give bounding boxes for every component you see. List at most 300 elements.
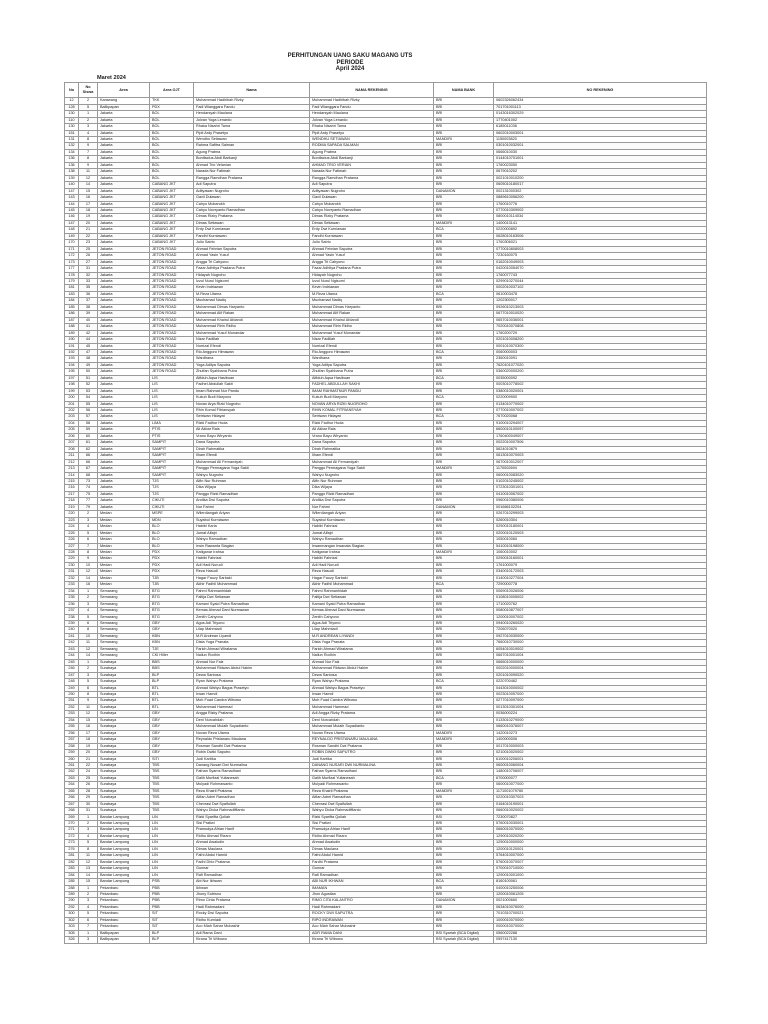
cell-no: 268 — [65, 808, 79, 814]
cell-no: 188 — [65, 324, 79, 330]
cell-nama-rekening: Fathan Syams Ramadhani — [310, 769, 434, 775]
cell-area: Jakarta — [98, 472, 150, 478]
cell-nama-bank: BRI — [434, 162, 494, 168]
cell-nama-rekening: Judi Kartika — [310, 756, 434, 762]
cell-no-siswa: 1 — [79, 659, 98, 665]
cell-no-siswa: 12 — [79, 859, 98, 865]
cell-no: 110 — [65, 117, 79, 123]
cell-no-rekening: 0210010020002 — [494, 750, 707, 756]
cell-nama: Muhammad Ririn Ridho — [194, 324, 310, 330]
cell-nama-rekening: Nurrizal Efendi — [310, 343, 434, 349]
cell-no: 224 — [65, 524, 79, 530]
cell-no-siswa: 3 — [79, 827, 98, 833]
cell-nama-rekening: Adi Angga Rizky Pratama — [310, 711, 434, 717]
cell-no-rekening: 6100010206001 — [494, 756, 707, 762]
cell-no-rekening: 6600010100097 — [494, 427, 707, 433]
header-nama: Nama — [194, 83, 310, 98]
cell-nama-rekening: Cahyo Mubarokh — [310, 201, 434, 207]
cell-nama: Dika Wijaya — [194, 485, 310, 491]
cell-area: Jakarta — [98, 440, 150, 446]
cell-no: 212 — [65, 459, 79, 465]
cell-no-rekening: 7290000778 — [494, 582, 707, 588]
cell-no: 228 — [65, 550, 79, 556]
cell-nama-rekening: Agus Adi Triyono — [310, 620, 434, 626]
cell-no: 213 — [65, 466, 79, 472]
cell-area-ojt: LIS — [150, 408, 194, 414]
cell-no-rekening: 0201010090020 — [494, 672, 707, 678]
cell-no-rekening: 1290010001000 — [494, 872, 707, 878]
cell-no-rekening: 0613010070003 — [494, 453, 707, 459]
cell-area: Jakarta — [98, 330, 150, 336]
cell-nama: Rangga Ramdhan Pratama — [194, 175, 310, 181]
cell-nama-bank: BRI — [434, 298, 494, 304]
cell-no-rekening: 002131000302 — [494, 188, 707, 194]
cell-nama-rekening: Faltija Dwi Setiawan — [310, 595, 434, 601]
cell-nama-rekening: Dista Yoga Pranata — [310, 640, 434, 646]
cell-nama-bank: BCA — [434, 349, 494, 355]
cell-nama-rekening: Muchamad Nadiq — [310, 298, 434, 304]
cell-area: Medan — [98, 556, 150, 562]
cell-no-rekening: 1200010007002 — [494, 614, 707, 620]
cell-no-rekening: 1760077743 — [494, 272, 707, 278]
cell-nama-bank: BRI — [434, 827, 494, 833]
cell-nama-rekening: WENDHU SETIAWAN — [310, 137, 434, 143]
cell-no-rekening: 1200010120001 — [494, 846, 707, 852]
cell-nama-bank: BRI — [434, 633, 494, 639]
cell-no: 170 — [65, 240, 79, 246]
cell-nama-bank: BRI — [434, 111, 494, 117]
header-no-siswa: No Siswa — [79, 83, 98, 98]
cell-nama-rekening: Reza Khairil Pratama — [310, 788, 434, 794]
cell-nama: Yoga Aditya Saputra — [194, 362, 310, 368]
cell-nama: Rosman Sandhi Dwi Pratama — [194, 743, 310, 749]
cell-nama-rekening: Fadi Wianggara Fandu — [310, 104, 434, 110]
cell-nama-rekening: Nizar Fadillah — [310, 337, 434, 343]
cell-no-siswa: 1 — [79, 588, 98, 594]
cell-area: Medan — [98, 575, 150, 581]
cell-no-rekening: 0220700462 — [494, 679, 707, 685]
cell-no-rekening: 6185011036 — [494, 124, 707, 130]
cell-nama-rekening: Ahmad Wahyu Bagus Prasetyo — [310, 685, 434, 691]
cell-nama: Fathan Syams Ramadhani — [194, 769, 310, 775]
cell-nama-bank: BRI — [434, 924, 494, 930]
cell-no-rekening: 1710020762 — [494, 601, 707, 607]
cell-no-rekening: 0667010001004 — [494, 653, 707, 659]
cell-no-siswa: 57 — [79, 414, 98, 420]
cell-area-ojt: TJB — [150, 582, 194, 588]
cell-area-ojt: JETON ROAD — [150, 356, 194, 362]
cell-nama-bank: BRI — [434, 588, 494, 594]
cell-no: 256 — [65, 730, 79, 736]
cell-no-rekening: 6054010019002 — [494, 646, 707, 652]
cell-nama: Setriwan Hidayat — [194, 414, 310, 420]
cell-area-ojt: BLO — [150, 537, 194, 543]
cell-nama-rekening: Dika Wijaya — [310, 485, 434, 491]
cell-no-siswa: 55 — [79, 401, 98, 407]
cell-nama-bank: BRI — [434, 169, 494, 175]
cell-nama-bank: BRI — [434, 195, 494, 201]
cell-nama: Jumat Alfajri — [194, 530, 310, 536]
cell-nama-rekening: Muhammad Mulaih Suyadianto — [310, 724, 434, 730]
cell-nama-bank: DANAMON — [434, 504, 494, 510]
cell-no: 262 — [65, 769, 79, 775]
cell-nama-rekening: M.R ANDREAN LIYANDI — [310, 633, 434, 639]
cell-area: Jakarta — [98, 111, 150, 117]
cell-nama: Habibi Karia — [194, 524, 310, 530]
cell-nama: Wahyu Ramadhan — [194, 537, 310, 543]
cell-nama-rekening: FADHEL ABDULLAH SAKHI — [310, 382, 434, 388]
cell-area-ojt: GBY — [150, 724, 194, 730]
cell-no-siswa: 2 — [79, 821, 98, 827]
cell-area-ojt: BTL — [150, 704, 194, 710]
cell-no-rekening: 0002010000004 — [494, 666, 707, 672]
cell-nama-rekening: Kevin Indriawan — [310, 285, 434, 291]
cell-area: Surabaya — [98, 808, 150, 814]
cell-area: Jakarta — [98, 362, 150, 368]
cell-no-rekening: 0602326062434 — [494, 98, 707, 104]
cell-nama-rekening: Angga Tri Cahyono — [310, 259, 434, 265]
cell-no-rekening: 1420010273 — [494, 730, 707, 736]
cell-nama: Novan Reza Utama — [194, 730, 310, 736]
cell-nama-rekening: Akhir Fadhil Muhammad — [310, 582, 434, 588]
cell-area-ojt: PBB — [150, 904, 194, 910]
cell-nama-rekening: Rhaka Nisahri Tama — [310, 124, 434, 130]
cell-no-siswa: 12 — [79, 175, 98, 181]
document-page — [64, 53, 706, 944]
cell-no-rekening: 9100010294007 — [494, 420, 707, 426]
cell-no: 147 — [65, 188, 79, 194]
cell-area: Bandar Lampung — [98, 879, 150, 885]
cell-nama-rekening: Ridho Ahmad Rizaro — [310, 833, 434, 839]
cell-area-ojt: CABANG JKT — [150, 220, 194, 226]
cell-no-rekening: 0634010076000 — [494, 904, 707, 910]
cell-nama: Adi Hadi Nurudi — [194, 562, 310, 568]
cell-area: Jakarta — [98, 298, 150, 304]
cell-nama-rekening: Kirana Tri Wibowo — [310, 937, 434, 943]
cell-nama-bank: BRI — [434, 143, 494, 149]
cell-nama: Faltija Dwi Setiawan — [194, 595, 310, 601]
cell-no-siswa: 5 — [79, 530, 98, 536]
cell-no-rekening: 1202300017 — [494, 298, 707, 304]
cell-nama-bank: BRI — [434, 808, 494, 814]
cell-no-rekening: 1761000079 — [494, 562, 707, 568]
cell-nama-bank: BRI — [434, 285, 494, 291]
cell-nama: Fadhel Abdullah Sakti — [194, 382, 310, 388]
cell-area-ojt: GBY — [150, 711, 194, 717]
cell-area-ojt: LIN — [150, 872, 194, 878]
cell-area-ojt: BOL — [150, 175, 194, 181]
cell-area-ojt: GBY — [150, 750, 194, 756]
cell-no-rekening: 0380010020001 — [494, 388, 707, 394]
cell-no: 208 — [65, 446, 79, 452]
cell-area: Semarang — [98, 646, 150, 652]
cell-no-siswa: 3 — [79, 672, 98, 678]
cell-nama-bank: MANDIRI — [434, 730, 494, 736]
cell-area: Medan — [98, 511, 150, 517]
cell-area-ojt: JETON ROAD — [150, 253, 194, 259]
cell-no-siswa: 27 — [79, 259, 98, 265]
cell-no-siswa: 5 — [79, 840, 98, 846]
cell-no-siswa: 15 — [79, 188, 98, 194]
cell-area-ojt: BOL — [150, 137, 194, 143]
cell-nama: Zenith Cahyono — [194, 614, 310, 620]
cell-area-ojt: JETON ROAD — [150, 298, 194, 304]
cell-no: 273 — [65, 840, 79, 846]
cell-nama: Kirana Tri Wibowo — [194, 937, 310, 943]
cell-nama: Alfiduh Aqsa Hasibuan — [194, 375, 310, 381]
cell-area-ojt: SAMPIT — [150, 446, 194, 452]
cell-no: 220 — [65, 511, 79, 517]
cell-no-rekening: 0143016302029 — [494, 111, 707, 117]
cell-area: Jakarta — [98, 343, 150, 349]
cell-area: Surabaya — [98, 762, 150, 768]
cell-no: 144 — [65, 201, 79, 207]
cell-no-siswa: 36 — [79, 291, 98, 297]
cell-area: Jakarta — [98, 169, 150, 175]
cell-no-siswa: 49 — [79, 362, 98, 368]
cell-area-ojt: TJB — [150, 575, 194, 581]
cell-nama: Muhammad Dimas Haryanto — [194, 304, 310, 310]
cell-no: 172 — [65, 253, 79, 259]
cell-area: Jakarta — [98, 453, 150, 459]
cell-area: Jakarta — [98, 504, 150, 510]
cell-no: 192 — [65, 349, 79, 355]
cell-no: 140 — [65, 182, 79, 188]
cell-no-rekening: 7206070020 — [494, 627, 707, 633]
cell-area-ojt: BBS — [150, 659, 194, 665]
cell-no-siswa: 13 — [79, 866, 98, 872]
cell-no-rekening: 1290010020200 — [494, 833, 707, 839]
cell-nama-rekening: Nailun Rodhin — [310, 653, 434, 659]
cell-no-rekening: 0927010030000 — [494, 633, 707, 639]
cell-area: Balikpapan — [98, 937, 150, 943]
cell-no-siswa: 74 — [79, 485, 98, 491]
cell-nama-rekening: Zhulfan Syahbana Putra — [310, 369, 434, 375]
cell-nama-rekening: Adi Hadi Nurudi — [310, 562, 434, 568]
cell-no: 260 — [65, 756, 79, 762]
cell-no: 151 — [65, 130, 79, 136]
cell-area-ojt: TBS — [150, 782, 194, 788]
cell-no-siswa: 19 — [79, 743, 98, 749]
cell-nama-bank: BCA — [434, 227, 494, 233]
cell-no-rekening: 1400013141 — [494, 220, 707, 226]
cell-no: 132 — [65, 143, 79, 149]
cell-nama-bank: BRI — [434, 756, 494, 762]
cell-nama-bank: BRI — [434, 846, 494, 852]
cell-area-ojt: KBN — [150, 633, 194, 639]
cell-no-siswa: 12 — [79, 711, 98, 717]
cell-nama-rekening: Hadi Rahmadani — [310, 904, 434, 910]
cell-nama-rekening: Dimas Setiawan — [310, 220, 434, 226]
cell-area: Pekanbaru — [98, 917, 150, 923]
cell-nama-bank: BRI — [434, 214, 494, 220]
cell-no-siswa: 8 — [79, 550, 98, 556]
cell-area: Jakarta — [98, 143, 150, 149]
cell-area: Jakarta — [98, 349, 150, 355]
cell-nama-rekening: Adi Saputra — [310, 182, 434, 188]
cell-nama: Rafi Ramadhan — [194, 872, 310, 878]
cell-area-ojt: BOL — [150, 143, 194, 149]
cell-nama-bank: BRI — [434, 762, 494, 768]
cell-no-siswa: 12 — [79, 569, 98, 575]
cell-no-siswa: 42 — [79, 330, 98, 336]
cell-area: Jakarta — [98, 285, 150, 291]
cell-nama-rekening: Vrano Bayu Wiryanto — [310, 433, 434, 439]
cell-area-ojt: BTG — [150, 588, 194, 594]
cell-area: Pekanbaru — [98, 885, 150, 891]
cell-nama-bank: BRI — [434, 175, 494, 181]
cell-nama: Ahmad Nur Faiz — [194, 659, 310, 665]
cell-no: 199 — [65, 388, 79, 394]
cell-nama-rekening: ADR RAMA DANI — [310, 930, 434, 936]
cell-nama: Izzul Nurul Ngisomi — [194, 278, 310, 284]
cell-area: Medan — [98, 524, 150, 530]
cell-no: 130 — [65, 111, 79, 117]
cell-nama-bank: BRI — [434, 743, 494, 749]
cell-area: Surabaya — [98, 737, 150, 743]
cell-nama: Habibi Fahrizal — [194, 556, 310, 562]
cell-area-ojt: GBY — [150, 737, 194, 743]
cell-nama-rekening: AHMAD TRIO VERIAN — [310, 162, 434, 168]
cell-nama-bank: BRI — [434, 479, 494, 485]
cell-area: Jakarta — [98, 446, 150, 452]
cell-no-siswa: 14 — [79, 575, 98, 581]
cell-no: 177 — [65, 266, 79, 272]
cell-nama-rekening: Fardhi Pratama — [310, 859, 434, 865]
cell-nama-bank: BRI — [434, 620, 494, 626]
cell-nama-rekening: Katiganar Irahsa — [310, 550, 434, 556]
cell-nama-bank: BRI — [434, 459, 494, 465]
cell-nama-bank: BRI — [434, 517, 494, 523]
cell-no-rekening: 0420010054070 — [494, 266, 707, 272]
cell-no-siswa: 14 — [79, 872, 98, 878]
cell-area: Balikpapan — [98, 930, 150, 936]
cell-no-rekening: 7010310700021 — [494, 911, 707, 917]
cell-no-siswa: 1 — [79, 885, 98, 891]
cell-no: 246 — [65, 666, 79, 672]
cell-area: Jakarta — [98, 156, 150, 162]
cell-nama: Rocky Dwi Saputra — [194, 911, 310, 917]
cell-nama-bank: BRI — [434, 117, 494, 123]
cell-area-ojt: JETON ROAD — [150, 246, 194, 252]
cell-nama: Gunnar — [194, 866, 310, 872]
cell-area-ojt: CABANG JKT — [150, 214, 194, 220]
cell-area-ojt: BOL — [150, 149, 194, 155]
cell-nama-bank: BRI — [434, 562, 494, 568]
cell-area-ojt: BTG — [150, 608, 194, 614]
cell-nama-rekening: Ahmad Yasin Yusuf — [310, 253, 434, 259]
cell-area: Surabaya — [98, 782, 150, 788]
cell-area-ojt: JETON ROAD — [150, 272, 194, 278]
cell-nama: Muhammad Yusuf Munandar — [194, 330, 310, 336]
cell-nama: Moh Fuad Candra Wibowo — [194, 698, 310, 704]
cell-no-siswa: 66 — [79, 459, 98, 465]
cell-nama-bank: BRI — [434, 98, 494, 104]
cell-no-siswa: 5 — [79, 614, 98, 620]
cell-nama-rekening: Julio Satrio — [310, 240, 434, 246]
cell-nama-bank: BRI — [434, 543, 494, 549]
cell-no-rekening: 7670020068 — [494, 414, 707, 420]
cell-nama-bank: BRI — [434, 711, 494, 717]
cell-area: Jakarta — [98, 291, 150, 297]
cell-no: 263 — [65, 775, 79, 781]
cell-nama: Hadi Rahmadani — [194, 904, 310, 910]
cell-area-ojt: LIS — [150, 375, 194, 381]
cell-area-ojt: BTG — [150, 601, 194, 607]
cell-no-siswa: 20 — [79, 220, 98, 226]
cell-area-ojt: BLP — [150, 679, 194, 685]
cell-no-siswa: 59 — [79, 427, 98, 433]
cell-no-siswa: 11 — [79, 640, 98, 646]
cell-area: Jakarta — [98, 240, 150, 246]
cell-nama-bank: MANDIRI — [434, 466, 494, 472]
cell-no-rekening: 0102010245002 — [494, 479, 707, 485]
cell-area-ojt: JETON ROAD — [150, 349, 194, 355]
cell-nama-bank: BRI — [434, 278, 494, 284]
cell-area-ojt: BTL — [150, 691, 194, 697]
cell-area: Jakarta — [98, 356, 150, 362]
cell-area-ojt: SAMPIT — [150, 472, 194, 478]
cell-nama-bank: BRI — [434, 201, 494, 207]
cell-no: 281 — [65, 853, 79, 859]
cell-area-ojt: TBS — [150, 762, 194, 768]
cell-no: 284 — [65, 872, 79, 878]
cell-no-siswa: 4 — [79, 130, 98, 136]
cell-no-rekening: 5764010007000 — [494, 853, 707, 859]
cell-no-siswa: 32 — [79, 272, 98, 278]
cell-no: 203 — [65, 414, 79, 420]
cell-area-ojt: CIKUTI — [150, 504, 194, 510]
cell-no-siswa: 5 — [79, 679, 98, 685]
cell-nama-bank: BRI — [434, 537, 494, 543]
cell-no-siswa: 7 — [79, 543, 98, 549]
cell-no: 276 — [65, 846, 79, 852]
cell-nama-rekening: Hendarsyah Maulana — [310, 111, 434, 117]
cell-nama: Fadhi Dhio Pratama — [194, 859, 310, 865]
cell-area: Surabaya — [98, 724, 150, 730]
cell-no-rekening: 0660010376007 — [494, 724, 707, 730]
cell-nama-rekening: Dimas Maulana — [310, 846, 434, 852]
cell-area-ojt: TKK — [150, 98, 194, 104]
cell-area: Jakarta — [98, 130, 150, 136]
cell-nama-bank: BCA — [434, 775, 494, 781]
cell-no-rekening: 0666010030 — [494, 149, 707, 155]
cell-area-ojt: BTG — [150, 595, 194, 601]
cell-nama-rekening: Wahyu Nugroho — [310, 472, 434, 478]
cell-no-rekening: 5760010030001 — [494, 821, 707, 827]
cell-nama: Hagar Fauzy Sarbaki — [194, 575, 310, 581]
cell-no-siswa: 47 — [79, 349, 98, 355]
cell-no-rekening: 0700010710000 — [494, 866, 707, 872]
cell-no: 267 — [65, 801, 79, 807]
cell-nama-bank: BRI — [434, 453, 494, 459]
cell-nama-rekening: Reza Hasudi — [310, 569, 434, 575]
cell-nama-bank: BRI — [434, 149, 494, 155]
cell-nama: Nur Fahmi — [194, 504, 310, 510]
cell-nama-rekening: ROBIN DWIKI SAPUTRO — [310, 750, 434, 756]
cell-nama: Nizar Fadillah — [194, 337, 310, 343]
cell-nama: Agung Pratma — [194, 149, 310, 155]
cell-area-ojt: SAMPIT — [150, 466, 194, 472]
cell-area: Jakarta — [98, 207, 150, 213]
cell-area: Surabaya — [98, 698, 150, 704]
cell-no-rekening: 0926010213003 — [494, 304, 707, 310]
cell-area-ojt: MSPE — [150, 511, 194, 517]
cell-area-ojt: PBB — [150, 892, 194, 898]
cell-no-siswa: 52 — [79, 382, 98, 388]
cell-nama-rekening: Dimas Rizky Pratama — [310, 214, 434, 220]
cell-area-ojt: LIN — [150, 814, 194, 820]
